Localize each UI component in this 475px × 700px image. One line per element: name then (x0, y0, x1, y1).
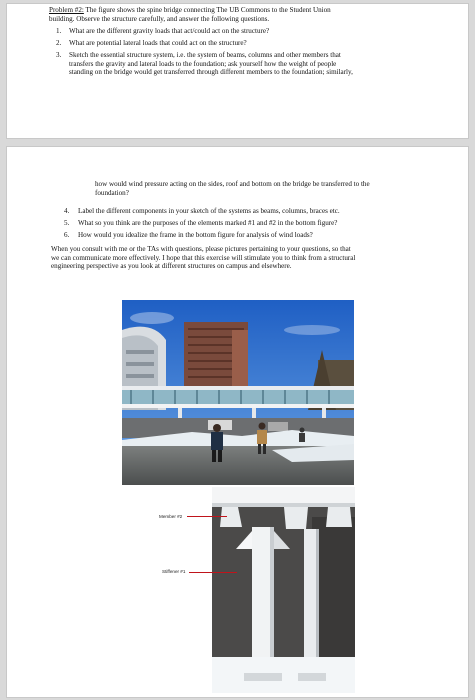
question-3-continuation (95, 180, 457, 197)
document-page-1 (6, 3, 469, 139)
question-text: standing on the bridge would get transferred through different members to the foundation; similarly, (69, 68, 353, 77)
problem-intro-line2: building. Observe the structure carefully, and answer the following questions. (49, 14, 270, 23)
continuation-text: how would wind pressure acting on the sides, roof and bottom on the bridge be transferred to the (95, 180, 370, 188)
question-number: 1. (56, 27, 62, 35)
question-text: What are the different gravity loads that act/could act on the structure? (69, 27, 270, 35)
question-list-continued (52, 207, 459, 247)
closing-paragraph (51, 245, 461, 271)
bridge-photo-illustration (122, 300, 354, 485)
problem-intro (49, 6, 459, 23)
question-text: How would you idealize the frame in the bottom figure for analysis of wind loads? (78, 231, 313, 239)
question-number: 5. (64, 219, 70, 227)
member-2-leader-line (187, 516, 227, 517)
question-text: What are potential lateral loads that could act on the structure? (69, 39, 247, 47)
question-number: 2. (56, 39, 62, 47)
question-text: What so you think are the purposes of the elements marked #1 and #2 in the bottom figure? (78, 219, 338, 227)
question-text: Sketch the essential structure system, i.e. the system of beams, columns and other members that (69, 51, 341, 59)
question-text: Label the different components in your sketch of the systems as beams, columns, braces etc. (78, 207, 340, 215)
question-number: 4. (64, 207, 70, 215)
member-2-label: Member #2 (159, 514, 183, 519)
bridge-photo (122, 300, 354, 485)
continuation-text: foundation? (95, 188, 129, 197)
question-text: transfers the gravity and lateral loads to the foundation; ask yourself how the weight of people (69, 59, 337, 68)
document-page-2 (6, 146, 469, 698)
stiffener-1-leader-line (189, 572, 237, 573)
column-detail-illustration (212, 487, 355, 693)
closing-text: engineering perspective as you look at different structures on campus and elsewhere. (51, 262, 292, 271)
problem-label: Problem #2: (49, 6, 84, 14)
stiffener-1-label: Stiffener #1 (162, 569, 186, 574)
column-detail-photo (212, 487, 355, 693)
question-list (43, 27, 459, 107)
question-number: 6. (64, 231, 70, 239)
problem-intro-line1: The figure shows the spine bridge connecting The UB Commons to the Student Union (83, 6, 331, 14)
closing-text: When you consult with me or the TAs with questions, please pictures pertaining to your questions, so that (51, 245, 351, 253)
closing-text: we can communicate more effectively. I hope that this exercise will stimulate you to think from a structural (51, 253, 356, 262)
question-number: 3. (56, 51, 62, 59)
